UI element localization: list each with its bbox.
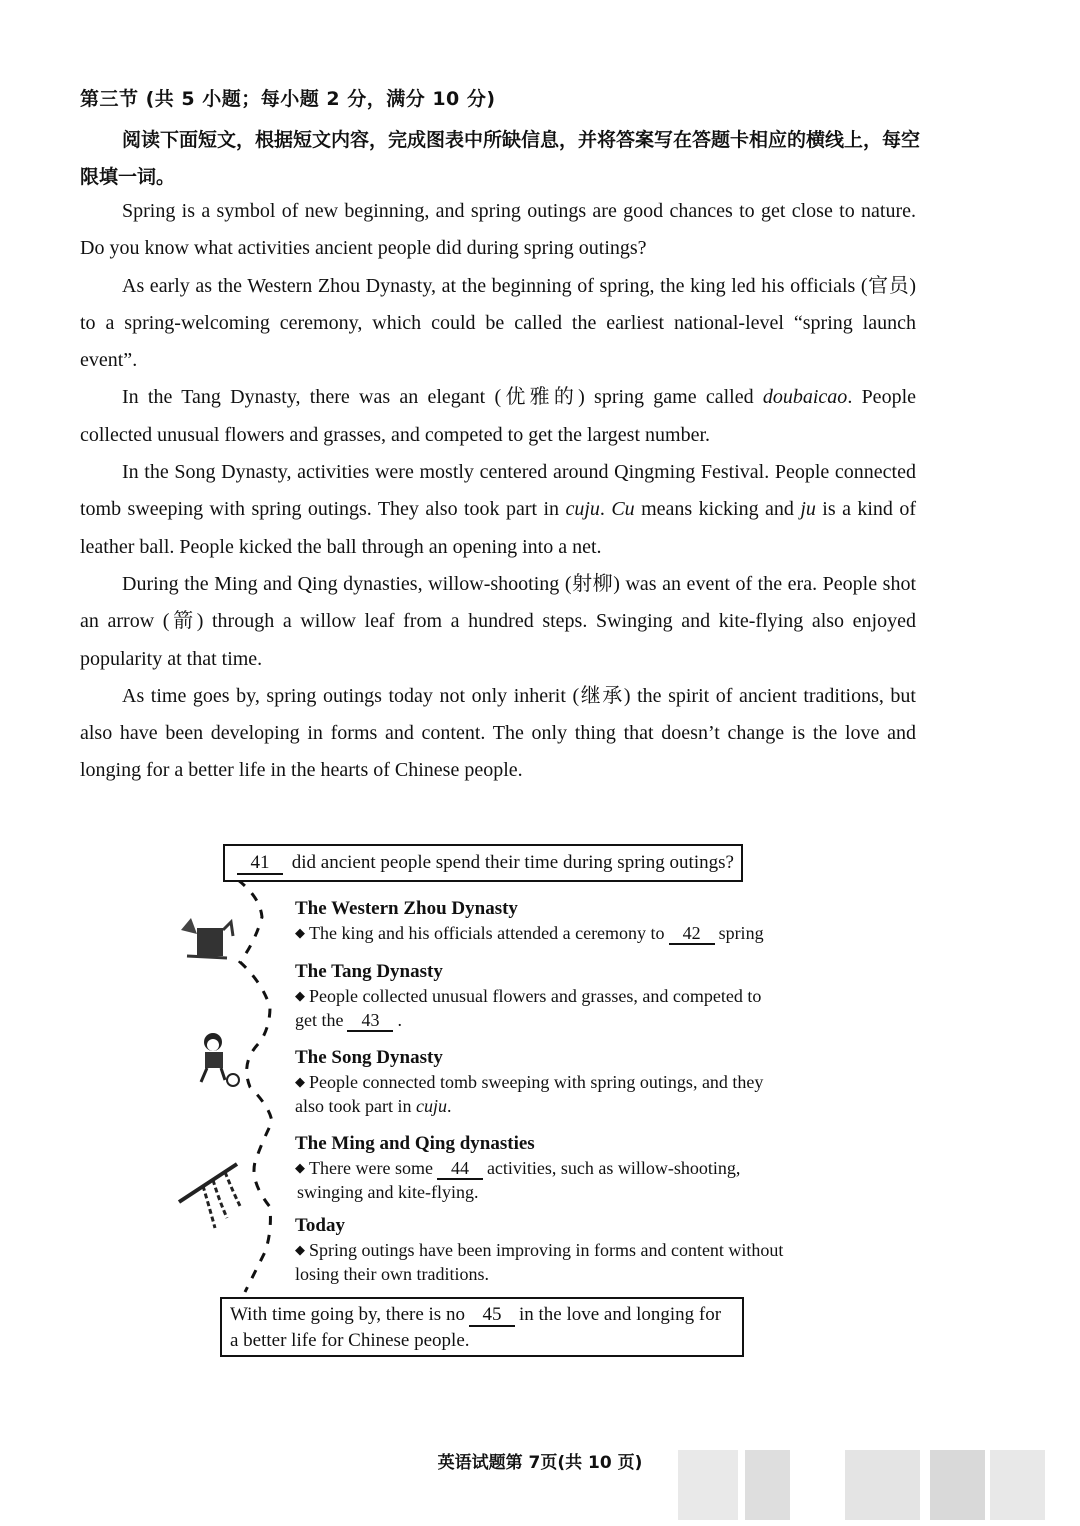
period-detail-line2 [295, 1180, 740, 1204]
blur-block [678, 1450, 738, 1520]
passage-paragraph-1: Spring is a symbol of new beginning, and spring outings are good chances to get close to nature. Do you know what activities ancient people did during spring outings? [80, 200, 916, 260]
answer-blank-45[interactable]: 45 [469, 1305, 515, 1327]
period-title: The Song Dynasty [295, 1047, 443, 1068]
willow-branch-icon [175, 1154, 250, 1234]
detail-text: activities, such as willow-shooting, [486, 1158, 741, 1178]
text-run: In the Tang Dynasty, there was an elegant (优雅的) spring game called [122, 386, 763, 409]
detail-text: People connected tomb sweeping with spring outings, and they [309, 1072, 764, 1092]
period-tang [295, 960, 761, 1032]
period-today [295, 1214, 783, 1286]
period-detail-line2 [295, 1008, 761, 1032]
italic-term: doubaicao [762, 386, 848, 409]
text-run: . People collected unusual flowers and grasses, and competed to get the largest number. [80, 386, 916, 446]
summary-text: in the love and longing for [518, 1304, 722, 1325]
detail-text: . [446, 1096, 452, 1116]
blur-block [845, 1450, 920, 1520]
italic-term: ju [800, 498, 816, 521]
passage-paragraph-6: As time goes by, spring outings today not only inherit (继承) the spirit of ancient traditions, but also have been developing in forms and content. The only thing that doesn’t change is the love and longing for a better life in the hearts of Chinese people. [80, 684, 916, 782]
detail-text: losing their own traditions. [295, 1264, 489, 1284]
detail-text: spring [718, 923, 764, 943]
text-run: In the Song Dynasty, activities were mostly centered around Qingming Festival. People connected tomb sweeping with spring outings. They also took part in [80, 461, 916, 521]
answer-blank-42[interactable]: 42 [669, 923, 715, 945]
instruction-text: 阅读下面短文，根据短文内容，完成图表中所缺信息，并将答案写在答题卡相应的横线上，每空限填一词。 [80, 129, 921, 188]
passage-paragraph-2: As early as the Western Zhou Dynasty, at the beginning of spring, the king led his officials (官员) to a spring-welcoming ceremony, which could be called the earliest national-level “spring launch event”. [80, 274, 916, 372]
section-title: 第三节 (共 5 小题；每小题 2 分，满分 10 分) [80, 88, 496, 110]
text-run: . [599, 498, 612, 521]
detail-text: swinging and kite-flying. [297, 1182, 479, 1202]
question-text: did ancient people spend their time during spring outings? [291, 852, 734, 873]
page-footer: 英语试题第 7页(共 10 页) [437, 1453, 643, 1473]
period-detail [295, 984, 761, 1008]
timeline-chart [170, 842, 830, 1362]
answer-blank-43[interactable]: 43 [347, 1010, 393, 1032]
bullet-icon: ◆ [295, 1242, 305, 1257]
detail-text: There were some [309, 1158, 433, 1178]
italic-term: cuju [415, 1096, 447, 1116]
summary-line-1 [230, 1302, 734, 1328]
period-title: Today [295, 1215, 345, 1236]
detail-text: The king and his officials attended a ceremony to [309, 923, 665, 943]
passage-paragraph-4 [80, 454, 916, 566]
text-run: means kicking and [634, 498, 801, 521]
period-detail [295, 921, 764, 945]
bullet-icon: ◆ [295, 925, 305, 940]
period-ming-qing [295, 1132, 740, 1204]
period-detail [295, 1070, 763, 1094]
summary-text: With time going by, there is no [230, 1304, 465, 1325]
child-with-ball-icon [195, 1030, 240, 1090]
period-title: The Ming and Qing dynasties [295, 1133, 535, 1154]
bullet-icon: ◆ [295, 988, 305, 1003]
blur-block [745, 1450, 790, 1520]
passage-paragraph-5: During the Ming and Qing dynasties, willow-shooting (射柳) was an event of the era. People shot an arrow (箭) through a willow leaf from a hundred steps. Swinging and kite-flying also enjoyed popularity at that time. [80, 572, 916, 670]
italic-term: Cu [611, 498, 635, 521]
passage-paragraph-3 [80, 379, 916, 454]
period-detail-line2 [295, 1094, 763, 1118]
kite-figure-icon [175, 910, 235, 965]
detail-text: get the [295, 1010, 344, 1030]
text-run: is a kind of leather ball. People kicked the ball through an opening into a net. [80, 498, 917, 558]
reading-passage [80, 193, 916, 790]
question-box-top [223, 844, 743, 882]
period-western-zhou [295, 897, 764, 945]
blur-block [930, 1450, 985, 1520]
detail-text: . [397, 1010, 402, 1030]
period-detail [295, 1156, 740, 1180]
period-title: The Tang Dynasty [295, 961, 443, 982]
period-detail-line2 [295, 1262, 783, 1286]
period-detail [295, 1238, 783, 1262]
period-title: The Western Zhou Dynasty [295, 898, 518, 919]
detail-text: People collected unusual flowers and grasses, and competed to [309, 986, 762, 1006]
summary-line-2: a better life for Chinese people. [230, 1330, 470, 1351]
summary-box-bottom [220, 1297, 744, 1357]
bullet-icon: ◆ [295, 1160, 305, 1175]
detail-text: also took part in [295, 1096, 412, 1116]
bullet-icon: ◆ [295, 1074, 305, 1089]
italic-term: cuju [565, 498, 600, 521]
period-song [295, 1046, 763, 1118]
blur-block [990, 1450, 1045, 1520]
answer-blank-44[interactable]: 44 [437, 1158, 483, 1180]
detail-text: Spring outings have been improving in forms and content without [309, 1240, 784, 1260]
answer-blank-41[interactable]: 41 [237, 853, 283, 875]
